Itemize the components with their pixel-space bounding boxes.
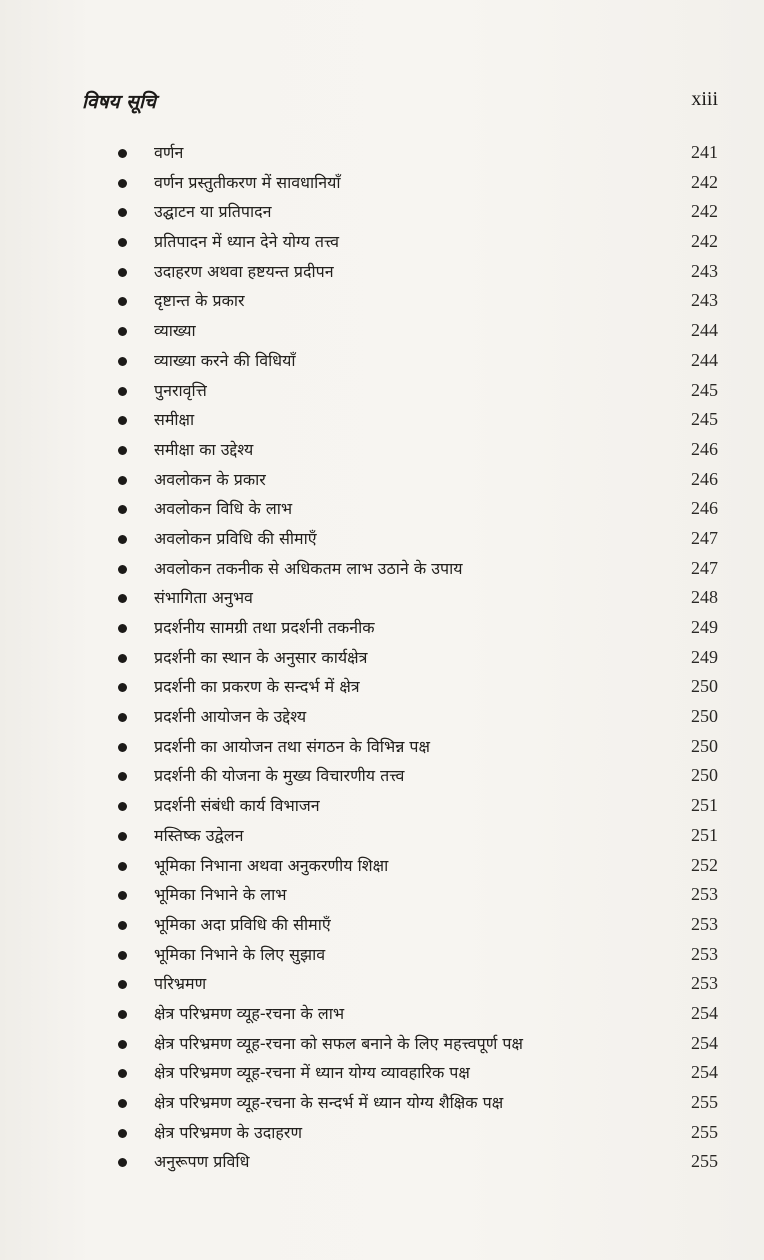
toc-entry (110, 227, 718, 257)
toc-entry-title: अनुरूपण प्रविधि (154, 1152, 250, 1172)
toc-entry-title: क्षेत्र परिभ्रमण व्यूह-रचना में ध्यान योग्य व्यावहारिक पक्ष (154, 1063, 470, 1083)
toc-entry-title: परिभ्रमण (154, 974, 207, 994)
toc-entry (110, 672, 718, 702)
toc-entry-title: पुनरावृत्ति (154, 380, 207, 400)
toc-entry-title: समीक्षा का उद्देश्य (154, 439, 254, 459)
toc-entry (110, 969, 718, 999)
running-title: विषय सूचि (82, 91, 156, 113)
toc-entry-title: अवलोकन के प्रकार (154, 469, 266, 489)
toc-entry (110, 376, 718, 406)
toc-entry-page: 254 (691, 1032, 718, 1053)
bullet-icon (118, 387, 127, 396)
toc-entry-title: अवलोकन विधि के लाभ (154, 499, 293, 519)
page-number: xiii (691, 88, 718, 110)
toc-entry (110, 286, 718, 316)
toc-entry-page: 253 (691, 884, 718, 905)
bullet-icon (118, 476, 127, 485)
toc-entry-title: संभागिता अनुभव (154, 588, 253, 608)
toc-entry-title: अवलोकन प्रविधि की सीमाएँ (154, 528, 317, 548)
toc-entry-page: 243 (691, 260, 718, 281)
toc-entry-page: 243 (691, 290, 718, 311)
toc-entry-title: प्रदर्शनी का आयोजन तथा संगठन के विभिन्न पक्ष (154, 736, 430, 756)
bullet-icon (118, 327, 127, 336)
bullet-icon (118, 1129, 127, 1138)
toc-entry (110, 613, 718, 643)
toc-entry (110, 940, 718, 970)
bullet-icon (118, 624, 127, 633)
toc-entry-title: क्षेत्र परिभ्रमण व्यूह-रचना के सन्दर्भ में ध्यान योग्य शैक्षिक पक्ष (154, 1093, 504, 1112)
toc-entry (110, 1147, 718, 1177)
toc-entry (110, 761, 718, 791)
bullet-icon (118, 535, 127, 544)
toc-entry-page: 254 (691, 1002, 718, 1023)
toc-entry (110, 583, 718, 613)
bullet-icon (118, 297, 127, 306)
toc-entry-page: 255 (691, 1092, 718, 1112)
toc-entry-title: दृष्टान्त के प्रकार (154, 291, 245, 311)
bullet-icon (118, 654, 127, 663)
toc-entry (110, 1088, 718, 1118)
bullet-icon (118, 1099, 127, 1108)
bullet-icon (118, 951, 127, 960)
toc-entry (110, 851, 718, 881)
toc-entry-title: प्रदर्शनी आयोजन के उद्देश्य (154, 707, 307, 727)
toc-entry-page: 250 (691, 735, 718, 756)
toc-entry-title: भूमिका निभाने के लिए सुझाव (154, 944, 326, 964)
toc-entry (110, 405, 718, 435)
toc-entry (110, 494, 718, 524)
toc-entry-title: व्याख्या करने की विधियाँ (154, 350, 296, 370)
toc-entry-title: प्रदर्शनी की योजना के मुख्य विचारणीय तत्त्व (154, 766, 405, 786)
toc-entry-page: 246 (691, 468, 718, 489)
toc-entry (110, 791, 718, 821)
toc-entry (110, 197, 718, 227)
toc-entry-page: 253 (691, 913, 718, 934)
bullet-icon (118, 446, 127, 455)
toc-entry-title: क्षेत्र परिभ्रमण व्यूह-रचना के लाभ (154, 1003, 345, 1023)
toc-entry-page: 250 (691, 706, 718, 727)
toc-entry-title: प्रदर्शनी संबंधी कार्य विभाजन (154, 796, 320, 816)
bullet-icon (118, 238, 127, 247)
toc-entry (110, 1029, 718, 1059)
bullet-icon (118, 743, 127, 752)
bullet-icon (118, 862, 127, 871)
toc-entry-title: मस्तिष्क उद्वेलन (154, 825, 244, 845)
bullet-icon (118, 505, 127, 514)
toc-entry-title: समीक्षा (154, 410, 195, 430)
bullet-icon (118, 1010, 127, 1019)
toc-entry-page: 249 (691, 617, 718, 637)
bullet-icon (118, 565, 127, 574)
toc-entry-page: 244 (691, 320, 718, 341)
bullet-icon (118, 179, 127, 188)
toc-entry-title: वर्णन प्रस्तुतीकरण में सावधानियाँ (154, 172, 341, 192)
bullet-icon (118, 832, 127, 841)
bullet-icon (118, 713, 127, 722)
toc-entry (110, 138, 718, 168)
toc-entry-title: वर्णन (154, 143, 184, 162)
toc-entry (110, 999, 718, 1029)
bullet-icon (118, 594, 127, 603)
toc-entry-title: भूमिका अदा प्रविधि की सीमाएँ (154, 914, 331, 934)
toc-entry-page: 251 (691, 795, 718, 816)
toc-entry (110, 702, 718, 732)
toc-entry (110, 732, 718, 762)
table-of-contents (110, 138, 718, 1177)
bullet-icon (118, 1158, 127, 1167)
toc-entry-title: प्रदर्शनीय सामग्री तथा प्रदर्शनी तकनीक (154, 618, 375, 637)
bullet-icon (118, 802, 127, 811)
toc-entry-page: 241 (691, 142, 718, 162)
toc-entry-title: व्याख्या (154, 321, 196, 341)
toc-entry (110, 1058, 718, 1088)
toc-entry-page: 245 (691, 409, 718, 430)
toc-entry-page: 253 (691, 943, 718, 964)
bullet-icon (118, 1040, 127, 1049)
toc-entry-title: उद्घाटन या प्रतिपादन (154, 202, 272, 222)
toc-entry (110, 168, 718, 198)
toc-entry-title: प्रदर्शनी का प्रकरण के सन्दर्भ में क्षेत्र (154, 677, 360, 697)
toc-entry-page: 255 (691, 1151, 718, 1172)
toc-entry (110, 435, 718, 465)
bullet-icon (118, 268, 127, 277)
toc-entry-page: 254 (691, 1062, 718, 1083)
toc-entry-page: 246 (691, 438, 718, 459)
toc-entry-title: प्रतिपादन में ध्यान देने योग्य तत्त्व (154, 232, 340, 252)
bullet-icon (118, 772, 127, 781)
toc-entry (110, 880, 718, 910)
toc-entry (110, 554, 718, 584)
toc-entry (110, 346, 718, 376)
toc-entry-page: 250 (691, 676, 718, 697)
toc-entry-title: भूमिका निभाने के लाभ (154, 885, 287, 905)
toc-entry-title: क्षेत्र परिभ्रमण व्यूह-रचना को सफल बनाने के लिए महत्त्वपूर्ण पक्ष (154, 1033, 523, 1053)
bullet-icon (118, 891, 127, 900)
toc-entry-page: 246 (691, 498, 718, 519)
toc-entry-title: उदाहरण अथवा हष्टयन्त प्रदीपन (154, 261, 334, 281)
bullet-icon (118, 416, 127, 425)
toc-entry (110, 643, 718, 673)
toc-entry-page: 251 (691, 824, 718, 845)
bullet-icon (118, 357, 127, 366)
toc-entry (110, 524, 718, 554)
bullet-icon (118, 683, 127, 692)
toc-entry (110, 257, 718, 287)
toc-entry (110, 316, 718, 346)
bullet-icon (118, 980, 127, 989)
toc-entry-page: 244 (691, 349, 718, 370)
toc-entry-page: 242 (691, 201, 718, 222)
toc-entry-page: 253 (691, 973, 718, 994)
toc-entry (110, 465, 718, 495)
bullet-icon (118, 1069, 127, 1078)
toc-entry-title: भूमिका निभाना अथवा अनुकरणीय शिक्षा (154, 855, 389, 875)
page-header (82, 88, 718, 120)
bullet-icon (118, 208, 127, 217)
bullet-icon (118, 149, 127, 158)
toc-entry (110, 821, 718, 851)
toc-entry-page: 242 (691, 231, 718, 252)
toc-entry-title: अवलोकन तकनीक से अधिकतम लाभ उठाने के उपाय (154, 558, 463, 578)
toc-entry-page: 248 (691, 587, 718, 608)
toc-entry (110, 1118, 718, 1148)
toc-entry-page: 249 (691, 646, 718, 667)
bullet-icon (118, 921, 127, 930)
toc-entry-page: 245 (691, 379, 718, 400)
toc-entry-page: 252 (691, 854, 718, 875)
toc-entry (110, 910, 718, 940)
toc-entry-title: प्रदर्शनी का स्थान के अनुसार कार्यक्षेत्र (154, 647, 368, 667)
toc-entry-page: 242 (691, 171, 718, 192)
toc-entry-title: क्षेत्र परिभ्रमण के उदाहरण (154, 1122, 303, 1142)
toc-entry-page: 247 (691, 557, 718, 578)
toc-entry-page: 247 (691, 527, 718, 548)
toc-entry-page: 255 (691, 1121, 718, 1142)
toc-entry-page: 250 (691, 765, 718, 786)
